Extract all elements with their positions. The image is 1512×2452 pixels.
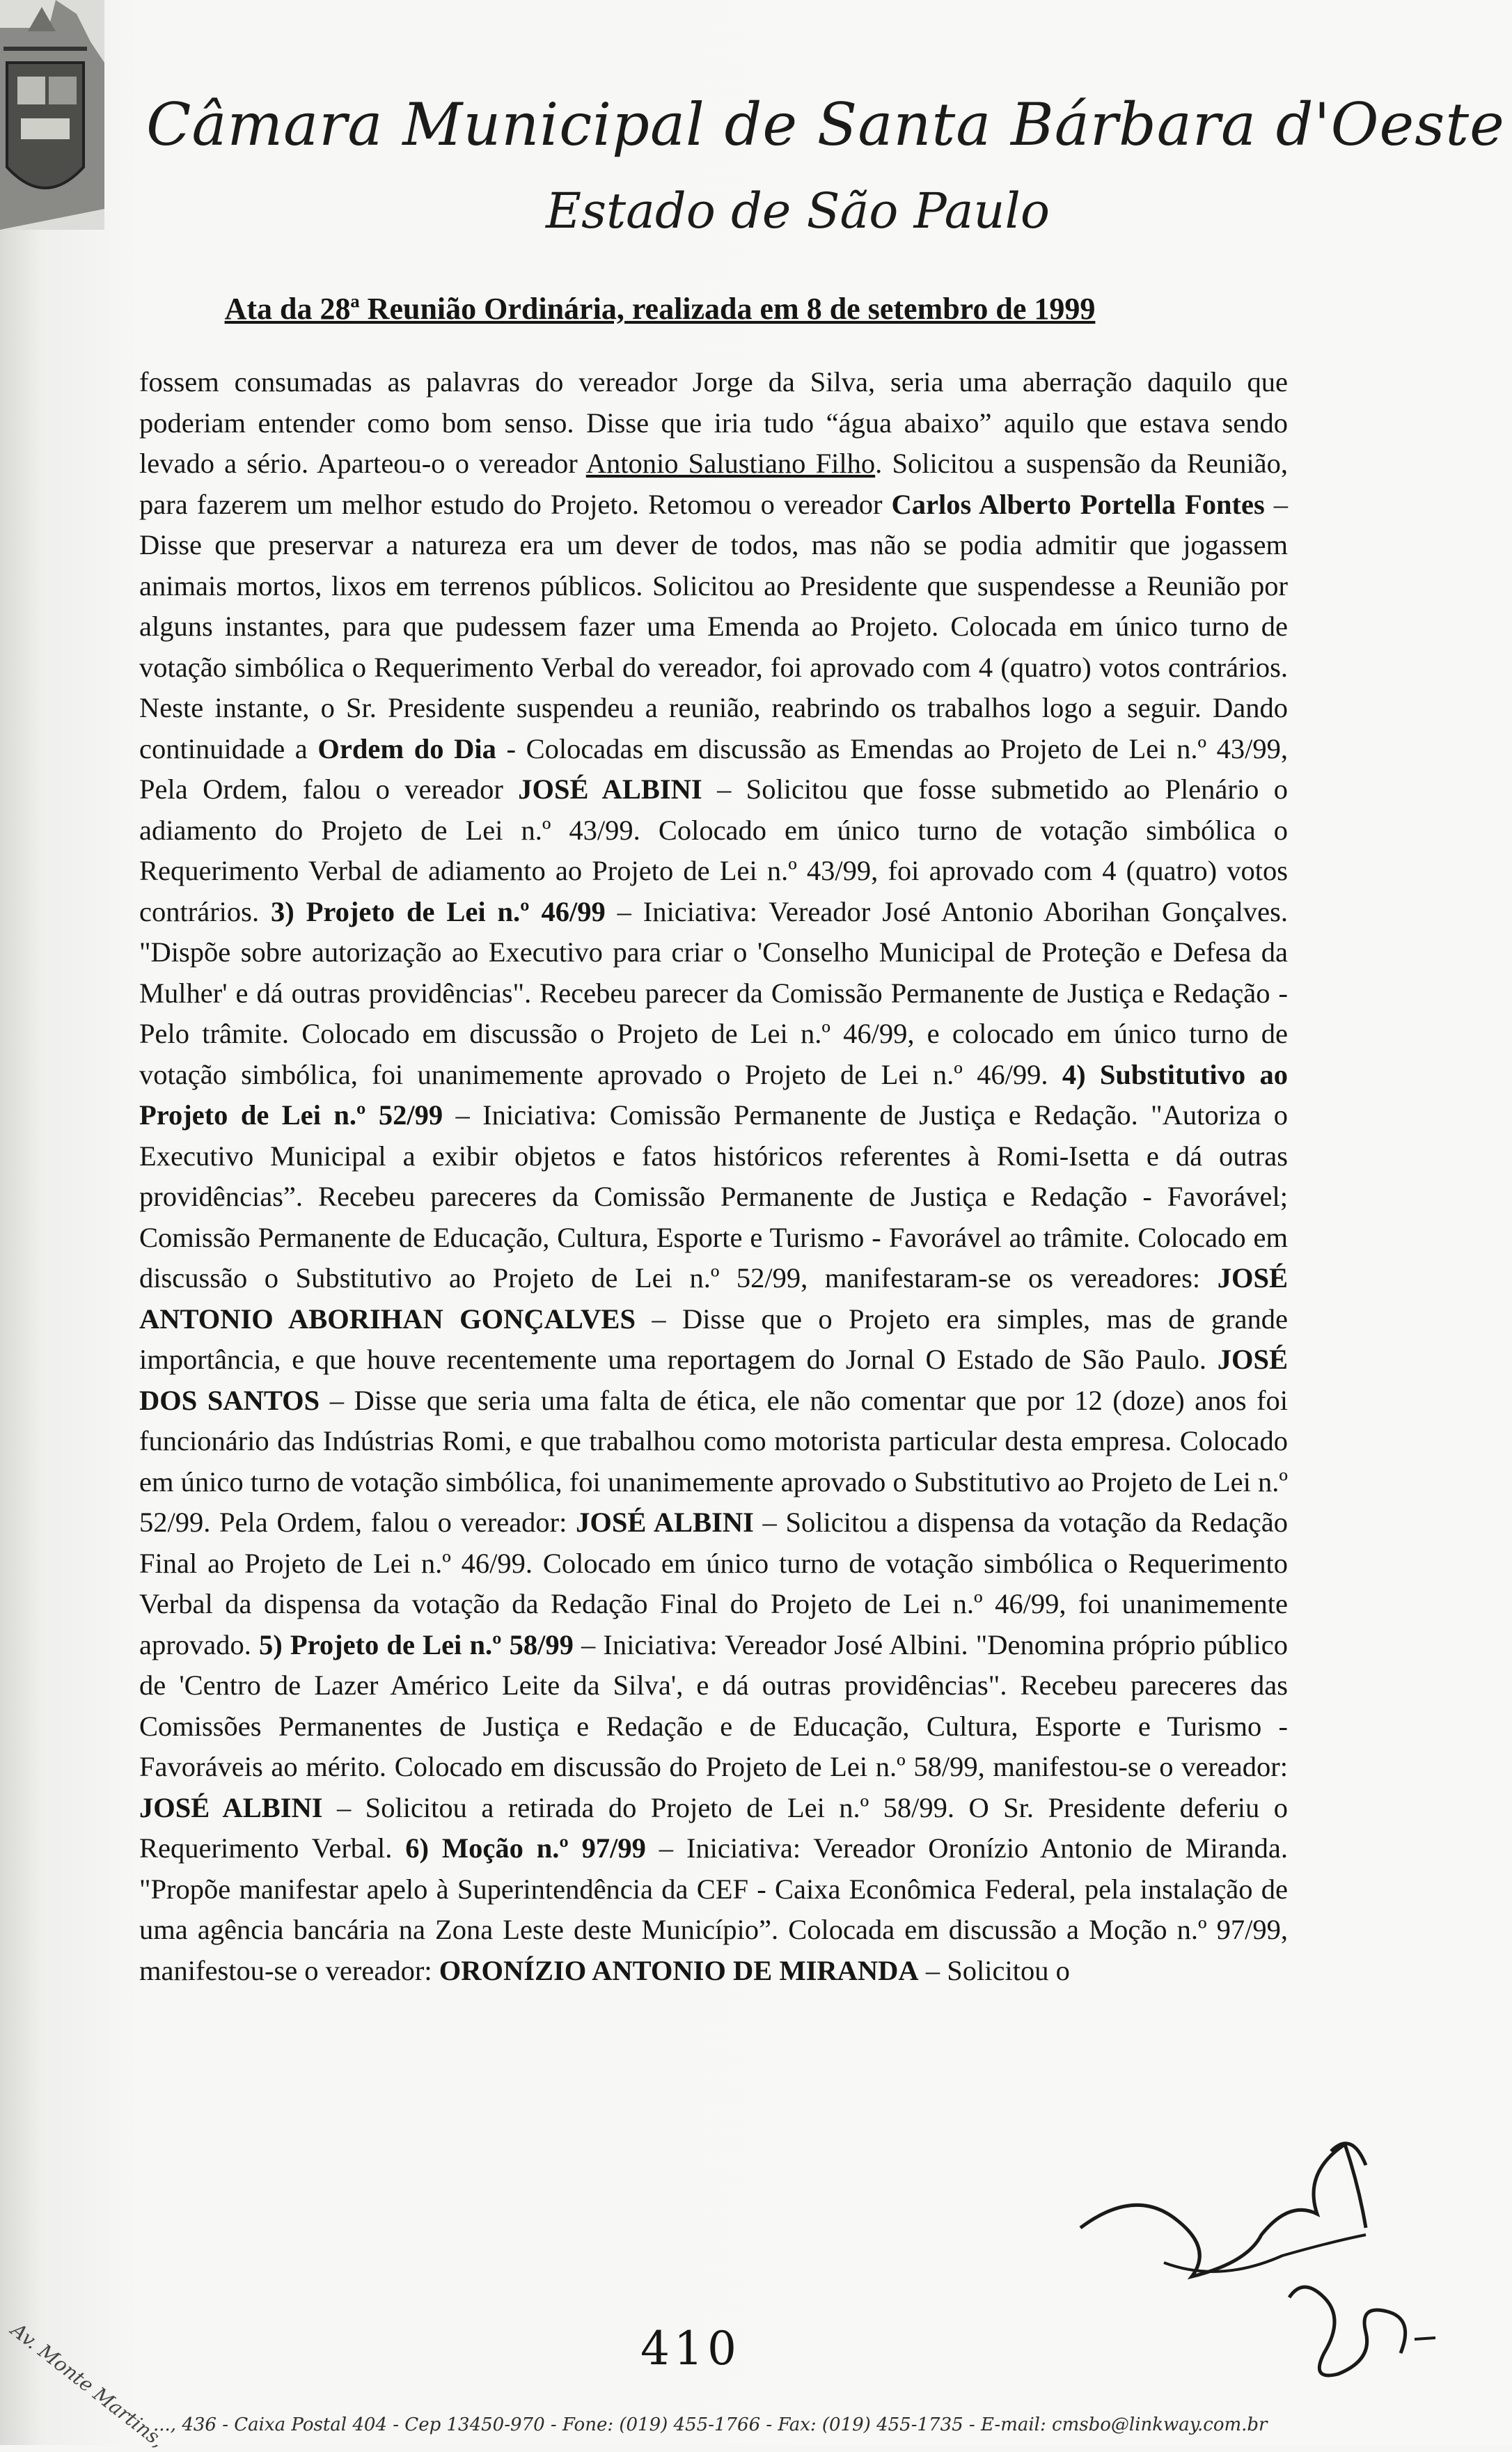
text-run: – Iniciativa: Vereador José Antonio Aborihan Gonçalves. "Dispõe sobre autorização ao Executivo para criar o 'Conselho Municipal de Proteção e Defesa da Mulher' e dá outras providências". Recebeu parecer da Comissão Permanente de Justiça e Redação - Pelo trâmite. Colocado em discussão o Projeto de Lei n.º 46/99, e colocado em único turno de votação simbólica, foi unanimemente aprovado o Projeto de Lei n.º 46/99. bbox=[139, 895, 1288, 1090]
text-run: – Iniciativa: Vereador Oronízio Antonio de Miranda. "Propõe manifestar apelo à Superintendência da CEF - Caixa Econômica Federal, pela instalação de uma agência bancária na Zona Leste deste Município”. Colocada em discussão a Moção n.º 97/99, manifestou-se o vereador: bbox=[139, 1832, 1288, 1986]
bold-text-run: Ordem do Dia bbox=[317, 732, 496, 764]
handwritten-initials-icon bbox=[1261, 2270, 1456, 2395]
bold-text-run: 5) Projeto de Lei n.º 58/99 bbox=[258, 1628, 574, 1660]
bold-text-run: ORONÍZIO ANTONIO DE MIRANDA bbox=[439, 1954, 919, 1986]
text-run: fossem consumadas as palavras do vereador Jorge da Silva, seria uma aberração daquilo que poderiam entender como bom senso. Disse que iria tudo “água abaixo” aquilo que estava sendo levado a sério. Aparteou-o o vereador bbox=[139, 366, 1288, 479]
institution-state: Estado de São Paulo bbox=[546, 182, 1050, 239]
text-run: – Disse que preservar a natureza era um dever de todos, mas não se podia admitir que jogassem animais mortos, lixos em terrenos públicos. Solicitou ao Presidente que suspendesse a Reunião por alguns instantes, para que pudessem fazer uma Emenda ao Projeto. Colocada em único turno de votação simbólica o Requerimento Verbal do vereador, foi aprovado com 4 (quatro) votos contrários. Neste instante, o Sr. Presidente suspendeu a reunião, reabrindo os trabalhos logo a seguir. Dando continuidade a bbox=[139, 488, 1288, 764]
bold-text-run: JOSÉ ANTONIO ABORIHAN GONÇALVES bbox=[139, 1262, 1288, 1335]
minutes-body bbox=[139, 362, 1288, 1991]
text-run: – Disse que seria uma falta de ética, ele não comentar que por 12 (doze) anos foi funcionário das Indústrias Romi, e que trabalhou como motorista particular desta empresa. Colocado em único turno de votação simbólica, foi unanimemente aprovado o Substitutivo ao Projeto de Lei n.º 52/99. Pela Ordem, falou o vereador: bbox=[139, 1384, 1288, 1538]
footer-edge-text: Av. Monte Martins, bbox=[6, 2318, 169, 2452]
bold-text-run: Carlos Alberto Portella Fontes bbox=[891, 488, 1265, 520]
text-run: – Iniciativa: Vereador José Albini. "Denomina próprio público de 'Centro de Lazer Américo Leite da Silva', e dá outras providências". Recebeu pareceres das Comissões Permanentes de Justiça e Redação e de Educação, Cultura, Esporte e Turismo - Favoráveis ao mérito. Colocado em discussão do Projeto de Lei n.º 58/99, manifestou-se o vereador: bbox=[139, 1628, 1288, 1782]
page-number: 410 bbox=[640, 2322, 741, 2375]
bold-text-run: JOSÉ ALBINI bbox=[518, 773, 702, 805]
bold-text-run: JOSÉ DOS SANTOS bbox=[139, 1344, 1288, 1416]
minutes-heading: Ata da 28ª Reunião Ordinária, realizada em 8 de setembro de 1999 bbox=[224, 292, 1096, 326]
text-run: . Solicitou a suspensão da Reunião, para fazerem um melhor estudo do Projeto. Retomou o vereador bbox=[139, 448, 1288, 520]
bold-text-run: JOSÉ ALBINI bbox=[576, 1507, 754, 1538]
text-run: – Iniciativa: Comissão Permanente de Justiça e Redação. "Autoriza o Executivo Municipal a exibir objetos e fatos históricos referentes à Romi-Isetta e dá outras providências”. Recebeu pareceres da Comissão Permanente de Justiça e Redação - Favorável; Comissão Permanente de Educação, Cultura, Esporte e Turismo - Favorável ao trâmite. Colocado em discussão o Substitutivo ao Projeto de Lei n.º 52/99, manifestaram-se os vereadores: bbox=[139, 1099, 1288, 1294]
bold-text-run: 6) Moção n.º 97/99 bbox=[405, 1832, 646, 1864]
bold-text-run: 3) Projeto de Lei n.º 46/99 bbox=[270, 895, 606, 927]
minutes-paragraph bbox=[139, 362, 1288, 1991]
underlined-text-run: Antonio Salustiano Filho bbox=[585, 448, 876, 479]
text-run: – Solicitou que fosse submetido ao Plenário o adiamento do Projeto de Lei n.º 43/99. Colocado em único turno de votação simbólica o Requerimento Verbal de adiamento ao Projeto de Lei n.º 43/99, foi aprovado com 4 (quatro) votos contrários. bbox=[139, 773, 1288, 927]
institution-title: Câmara Municipal de Santa Bárbara d'Oeste bbox=[146, 91, 1505, 159]
text-run: – Solicitou a dispensa da votação da Redação Final ao Projeto de Lei n.º 46/99. Colocado em único turno de votação simbólica o Requerimento Verbal da dispensa da votação da Redação Final do Projeto de Lei n.º 46/99, foi unanimemente aprovado. bbox=[139, 1507, 1289, 1660]
footer-address: ..., 436 - Caixa Postal 404 - Cep 13450-970 - Fone: (019) 455-1766 - Fax: (019) 455-1735 - E-mail: cmsbo@linkway.com.br bbox=[153, 2414, 1268, 2435]
text-run: – Solicitou o bbox=[918, 1954, 1070, 1986]
text-run: – Disse que o Projeto era simples, mas de grande importância, e que houve recentemente uma reportagem do Jornal O Estado de São Paulo. bbox=[139, 1303, 1289, 1375]
text-run: - Colocadas em discussão as Emendas ao Projeto de Lei n.º 43/99, Pela Ordem, falou o vereador bbox=[139, 732, 1288, 805]
bold-text-run: 4) Substitutivo ao Projeto de Lei n.º 52/99 bbox=[139, 1058, 1288, 1131]
text-run: – Solicitou a retirada do Projeto de Lei n.º 58/99. O Sr. Presidente deferiu o Requerimento Verbal. bbox=[139, 1791, 1288, 1864]
bold-text-run: JOSÉ ALBINI bbox=[139, 1791, 323, 1823]
